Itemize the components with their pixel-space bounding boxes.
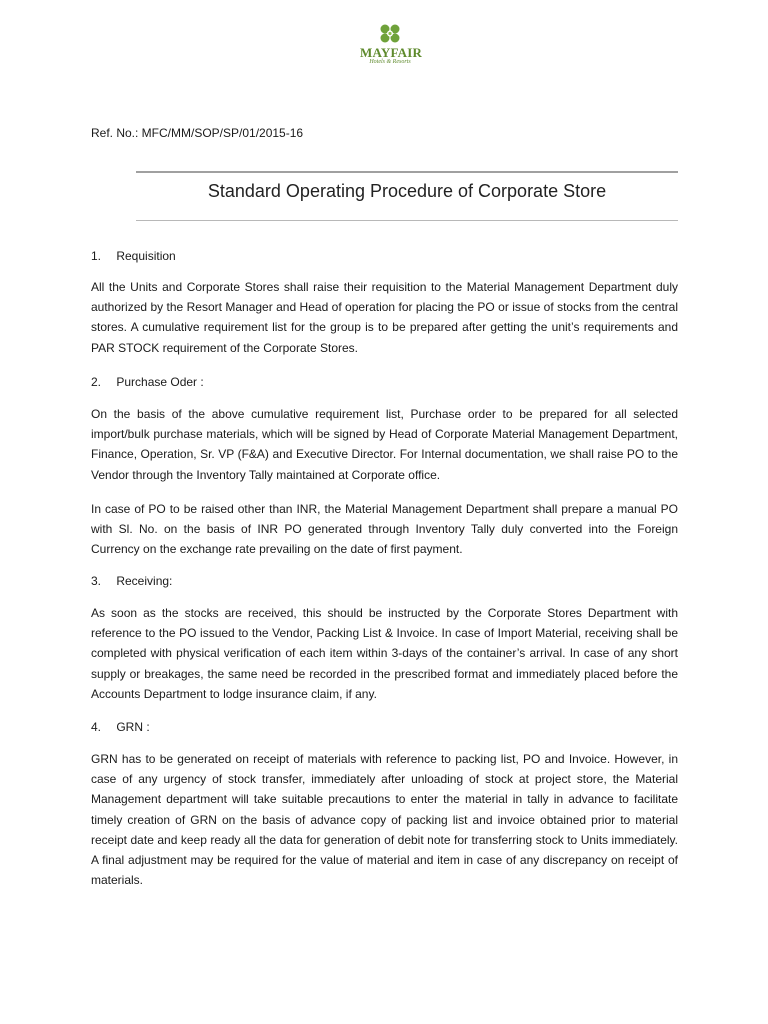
paragraph-receiving: As soon as the stocks are received, this should be instructed by the Corporate Stores Department with reference to the PO issued to the Vendor, Packing List & Invoice. In case of Import Material, receiving shall be completed with physical verification of each item within 3-days of the container’s arrival. In case of any short supply or breakages, the same need be recorded in the prescribed format and immediately placed before the Accounts Department to lodge insurance claim, if any. — [91, 606, 678, 701]
section-title: Receiving: — [116, 574, 173, 588]
logo-name: MAYFAIR — [360, 45, 423, 60]
section-number: 3. — [91, 574, 102, 588]
section-title: Requisition — [116, 249, 176, 263]
section-heading-purchase-order — [91, 375, 204, 389]
document-title: Standard Operating Procedure of Corporate Store — [207, 181, 607, 201]
logo-tagline: Hotels & Resorts — [369, 59, 411, 65]
section-title: Purchase Oder : — [116, 375, 204, 389]
title-bottom-rule — [136, 220, 678, 221]
reference-number: Ref. No.: MFC/MM/SOP/SP/01/2015-16 — [91, 126, 304, 140]
paragraph-requisition: All the Units and Corporate Stores shall raise their requisition to the Material Management Department duly authorized by the Resort Manager and Head of operation for placing the PO or issue of stocks from the central stores. A cumulative requirement list for the group is to be prepared after getting the unit’s requirements and PAR STOCK requirement of the Corporate Stores. — [91, 280, 678, 355]
section-heading-requisition — [91, 249, 176, 263]
section-heading-grn — [91, 720, 150, 734]
section-number: 4. — [91, 720, 102, 734]
title-top-rule — [136, 171, 678, 173]
paragraph-purchase-order-1: On the basis of the above cumulative requirement list, Purchase order to be prepared for all selected import/bulk purchase materials, which will be signed by Head of Corporate Material Management Department, Finance, Operation, Sr. VP (F&A) and Executive Director. For Internal documentation, we shall raise PO to the Vendor through the Inventory Tally maintained at Corporate office. — [91, 407, 678, 482]
section-heading-receiving — [91, 574, 172, 588]
paragraph-purchase-order-2: In case of PO to be raised other than INR, the Material Management Department shall prepare a manual PO with Sl. No. on the basis of INR PO generated through Inventory Tally duly converted into the Foreign Currency on the exchange rate prevailing on the date of first payment. — [91, 502, 678, 557]
mayfair-logo — [360, 22, 423, 78]
paragraph-grn: GRN has to be generated on receipt of materials with reference to packing list, PO and Invoice. However, in case of any urgency of stock transfer, immediately after unloading of stock at project store, the Material Management department will take suitable precautions to enter the material in tally in advance to facilitate timely creation of GRN on the basis of advance copy of packing list and invoice obtained prior to material receipt date and keep ready all the data for generation of debit note for transferring stock to Units immediately. A final adjustment may be required for the value of material and item in case of any discrepancy on receipt of materials. — [91, 752, 678, 888]
section-number: 2. — [91, 375, 102, 389]
flower-icon — [377, 22, 403, 46]
section-number: 1. — [91, 249, 102, 263]
section-title: GRN : — [116, 720, 150, 734]
